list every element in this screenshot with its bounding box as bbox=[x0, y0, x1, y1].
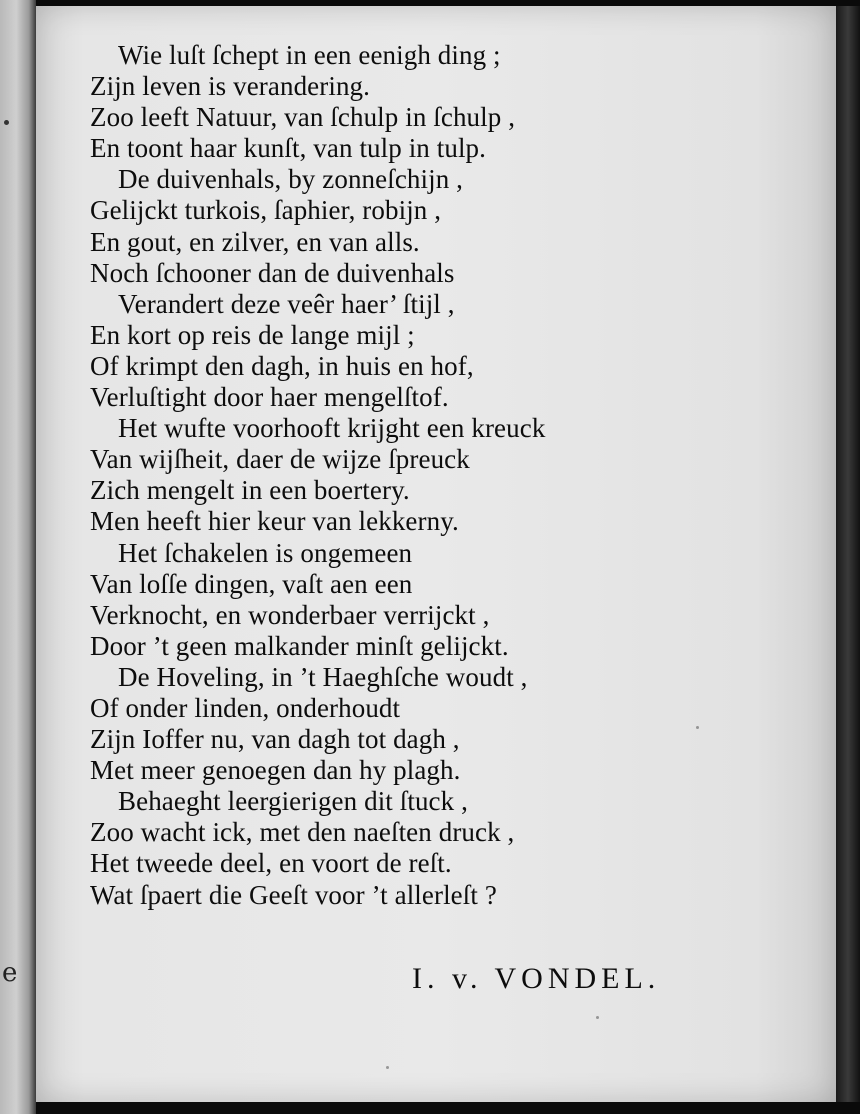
right-page-edge bbox=[836, 6, 860, 1102]
poem-line: Door ’t geen malkander minſt gelijckt. bbox=[90, 630, 509, 661]
poem-line: En gout, en zilver, en van alls. bbox=[90, 226, 420, 257]
poem-line: Zijn leven is verandering. bbox=[90, 71, 371, 102]
poem-line: Het tweede deel, en voort de reſt. bbox=[90, 848, 452, 879]
author-signature: I. v. VONDEL. bbox=[412, 962, 661, 995]
poem-line: Het wufte voorhooft krijght een kreuck bbox=[118, 413, 546, 444]
left-page-edge bbox=[0, 0, 36, 1114]
poem-lines bbox=[90, 40, 700, 911]
poem-line: Met meer genoegen dan hy plagh. bbox=[90, 755, 461, 786]
paper-speck bbox=[596, 1016, 599, 1019]
poem-line: Gelijckt turkois, ſaphier, robijn , bbox=[90, 195, 442, 226]
poem-line: Wie luſt ſchept in een eenigh ding ; bbox=[118, 40, 501, 70]
poem-line: Van loſſe dingen, vaſt aen een bbox=[90, 568, 413, 599]
poem-line: Behaeght leergierigen dit ſtuck , bbox=[118, 786, 468, 817]
poem-line: Zijn Ioffer nu, van dagh tot dagh , bbox=[90, 724, 460, 755]
poem-line: De Hoveling, in ’t Haeghſche woudt , bbox=[118, 661, 528, 692]
poem-line: Zoo wacht ick, met den naeſten druck , bbox=[90, 817, 515, 848]
poem-line: En toont haar kunſt, van tulp in tulp. bbox=[90, 133, 486, 164]
poem-line: Het ſchakelen is ongemeen bbox=[118, 537, 413, 568]
poem-line: Zich mengelt in een boertery. bbox=[90, 475, 410, 506]
poem-line: En kort op reis de lange mijl ; bbox=[90, 319, 415, 350]
poem-line: Noch ſchooner dan de duivenhals bbox=[90, 257, 455, 288]
poem-line: Zoo leeft Natuur, van ſchulp in ſchulp , bbox=[90, 102, 516, 133]
poem-line: Van wijſheit, daer de wijze ſpreuck bbox=[90, 444, 470, 475]
poem-line: Verknocht, en wonderbaer verrijckt , bbox=[90, 599, 490, 630]
left-page-margin-letter: e bbox=[2, 958, 18, 988]
poem-line: Men heeft hier keur van lekkerny. bbox=[90, 506, 459, 537]
ink-speck bbox=[4, 120, 9, 125]
poem-line: Of onder linden, onderhoudt bbox=[90, 692, 401, 723]
paper-speck bbox=[386, 1066, 389, 1069]
poem-line: De duivenhals, by zonneſchijn , bbox=[118, 164, 464, 195]
poem-line: Verandert deze veêr haer’ ſtijl , bbox=[118, 288, 455, 319]
poem-line: Verluſtight door haer mengelſtof. bbox=[90, 382, 449, 413]
poem-line: Of krimpt den dagh, in huis en hof, bbox=[90, 350, 474, 381]
poem-line: Wat ſpaert die Geeſt voor ’t allerleſt ? bbox=[90, 879, 497, 910]
